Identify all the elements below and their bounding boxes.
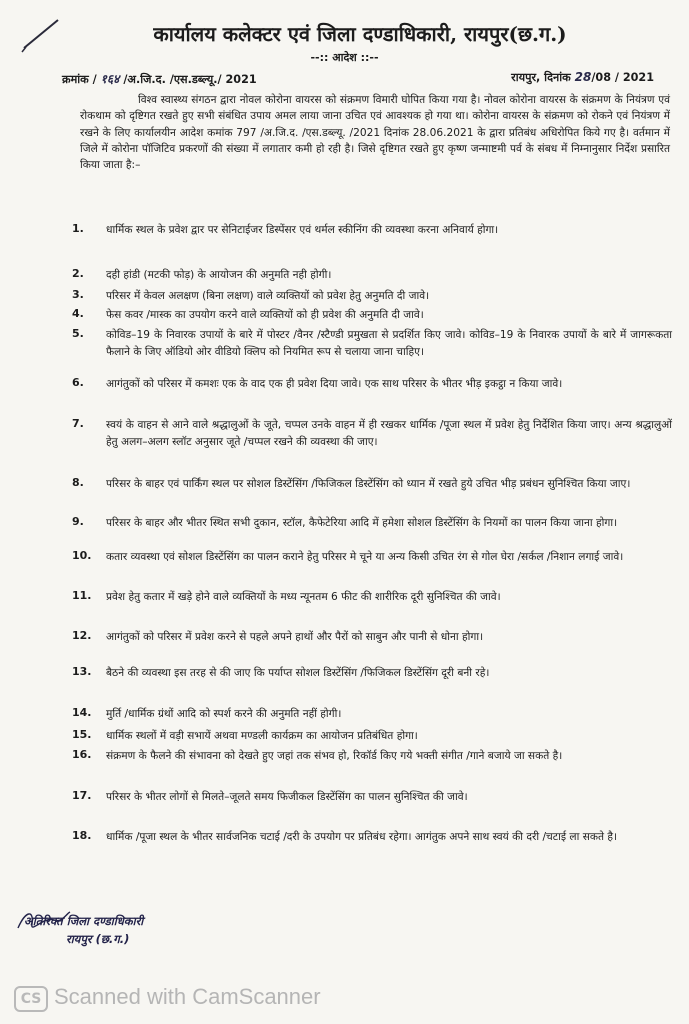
camscanner-logo: CS [14,986,48,1012]
directive-number: 7. [72,417,84,430]
directive-text: परिसर में केवल अलक्षण (बिना लक्षण) वाले व्यक्तियों को प्रवेश हेतु अनुमति दी जावे। [106,290,430,302]
directive-number: 8. [72,476,84,489]
directive-item [0,589,689,625]
directive-text: आगंतुकों को परिसर में प्रवेश करने से पहले अपने हाथों और पैरों को साबुन और पानी से धोना होगा। [106,631,484,643]
directive-number: 4. [72,307,84,320]
directive-text: संक्रमण के फैलने की संभावना को देखते हुए जहां तक संभव हो, रिकॉर्ड किए गये भक्ती संगीत /गाने बजाये जा सकते है। [106,750,563,762]
directive-number: 1. [72,222,84,235]
directive-number: 16. [72,748,92,761]
directive-item [0,549,689,585]
directive-number: 18. [72,829,92,842]
directive-item [0,376,689,414]
intro-paragraph [80,92,670,173]
office-title: कार्यालय कलेक्टर एवं जिला दण्डाधिकारी, रायपुर(छ.ग.) [153,22,567,46]
directive-text: मुर्ति /धार्मिक ग्रंथों आदि को स्पर्श करने की अनुमति नहीं होगी। [106,708,342,720]
ref-number-handwritten: १६४ [100,72,120,86]
directive-text: परिसर के बाहर और भीतर स्थित सभी दुकान, स्टॉल, कैफेटेरिया आदि में हमेशा सोशल डिस्टेंसिंग के नियमों का पालन किया जाना होगा। [106,517,618,529]
directive-number: 17. [72,789,92,802]
pen-stroke-mark [20,14,64,54]
directive-text: धार्मिक /पूजा स्थल के भीतर सार्वजनिक चटाई /दरी के उपयोग पर प्रतिबंध रहेगा। आगंतुक अपने साथ स्वयं की दरी /चटाई ला सकते है। [106,831,618,843]
date-day-handwritten: 28 [574,70,592,84]
directive-item [0,789,689,825]
date-rest: /08 / 2021 [591,71,654,84]
directive-text: कतार व्यवस्था एवं सोशल डिस्टेंसिंग का पालन कराने हेतु परिसर मे चूने या अन्य किसी उचित रंग से गोल घेरा /सर्कल /निशान लगाई जावे। [106,551,624,563]
directive-item [0,307,689,325]
directive-number: 11. [72,589,92,602]
directive-item [0,748,689,786]
directive-item [0,222,689,262]
directive-number: 6. [72,376,84,389]
directive-number: 2. [72,267,84,280]
signature-block [24,912,214,948]
scanner-watermark: Scanned with CamScanner [54,984,321,1009]
directive-number: 12. [72,629,92,642]
directive-text: बैठने की व्यवस्था इस तरह से की जाए कि पर्याप्त सोशल डिस्टेंसिंग /फिजिकल डिस्टेंसिंग दूरी बनी रहे। [106,667,490,679]
directive-number: 13. [72,665,92,678]
directive-item [0,417,689,473]
directive-number: 14. [72,706,92,719]
directive-text: परिसर के भीतर लोगों से मिलते–जूलते समय फिजीकल डिस्टेंसिंग का पालन सुनिश्चित की जावे। [106,791,468,803]
signature-designation: अतिरिक्त जिला दण्डाधिकारी [24,914,144,928]
directive-number: 15. [72,728,92,741]
directive-text: परिसर के बाहर एवं पार्किंग स्थल पर सोशल डिस्टेंसिंग /फिजिकल डिस्टेंसिंग को ध्यान में रखते हुये उचित भीड़ प्रबंधन सुनिश्चित किया जाए। [106,478,631,490]
directive-number: 3. [72,288,84,301]
ref-suffix: /अ.जि.द. /एस.डब्ल्यू./ 2021 [123,73,257,86]
order-reference [62,70,257,87]
directive-text: धार्मिक स्थल के प्रवेश द्वार पर सेनिटाईजर डिस्पेंसर एवं थर्मल स्कीनिंग की व्यवस्था करना अनिवार्य होगा। [106,224,499,236]
directive-text: आगंतुकों को परिसर में कमशः एक के वाद एक ही प्रवेश दिया जावे। एक साथ परिसर के भीतर भीड़ इकट्ठा न किया जावे। [106,378,563,390]
directive-item [0,288,689,306]
ref-prefix: क्रमांक / [62,73,97,86]
intro-text: विश्व स्वास्थ्य संगठन द्वारा नोवल कोरोना वायरस को संक्रमण विमारी घोपित किया गया है। नोवल कोरोना वायरस के संक्रमण के नियंत्रण एवं रोकथाम को दृष्टिगत रखते हुए सभी संबंधित उपाय अमल लाया जाना उचित एवं आवश्यक हो गया था। कोरोना वायरस के संक्रमण को रोकने एवं नियंत्रण में रखने के लिए कार्यालयीन आदेश कमांक 797 /अ.जि.द. /एस.डब्ल्यू. /2021 दिनांक 28.06.2021 के द्वारा प्रतिबंध अधिरोपित किये गए है। वर्तमान में जिले में कोरोना पॉजिटिव प्रकरणों की संख्या में लगातार कमी हो रही है। जिसे दृष्टिगत रखते हुए कृष्ण जन्माष्टमी पर्व के संबध में निम्नानुसार निर्देश प्रसारित किया जाता है:– [80,94,670,172]
directive-text: धार्मिक स्थलों में वड़ी सभायें अथवा मण्डली कार्यक्रम का आयोजन प्रतिबंधित होगा। [106,730,418,742]
directive-text: फेस कवर /मास्क का उपयोग करने वाले व्यक्तियों को ही प्रवेश की अनुमति दी जावे। [106,309,424,321]
order-date [511,70,654,85]
directive-item [0,728,689,746]
directive-item [0,829,689,869]
directive-item [0,665,689,703]
directive-text: प्रवेश हेतु कतार में खड़े होने वाले व्यक्तियों के मध्य न्यूनतम 6 फीट की शारीरिक दूरी सुनिश्चित की जावे। [106,591,501,603]
directive-number: 5. [72,327,84,340]
directive-item [0,327,689,375]
directive-item [0,515,689,551]
signature-location: रायपुर (छ.ग.) [66,932,130,946]
directive-text: स्वयं के वाहन से आने वाले श्रद्धालुओं के जूते, चप्पल उनके वाहन में ही रखकर धार्मिक /पूजा स्थल में प्रवेश हेतु निर्देशित किया जाए। अन्य श्रद्धालुओं हेतु अलग–अलग स्लॉट अनुसार जूते /चप्पल रखने की व्यवस्था की जाए। [106,419,672,448]
directive-text: कोविड–19 के निवारक उपायों के बारे में पोस्टर /वैनर /स्टैण्डी प्रमुखता से प्रदर्शित किए जावे। कोविड–19 के निवारक उपायों के बारे में जागरूकता फैलाने के जिए ऑडियो ओर वीडियो क्लिप को नियमित रूप से चलाया जाना चाहिए। [106,329,672,358]
directive-item [0,267,689,285]
directive-number: 9. [72,515,84,528]
directive-item [0,476,689,512]
directive-text: दही हांडी (मटकी फोड़) के आयोजन की अनुमति नही होगी। [106,269,332,281]
directive-item [0,706,689,724]
directive-item [0,629,689,663]
order-heading: --:: आदेश ::-- [310,51,379,64]
directive-number: 10. [72,549,92,562]
date-prefix: रायपुर, दिनांक [511,71,571,84]
